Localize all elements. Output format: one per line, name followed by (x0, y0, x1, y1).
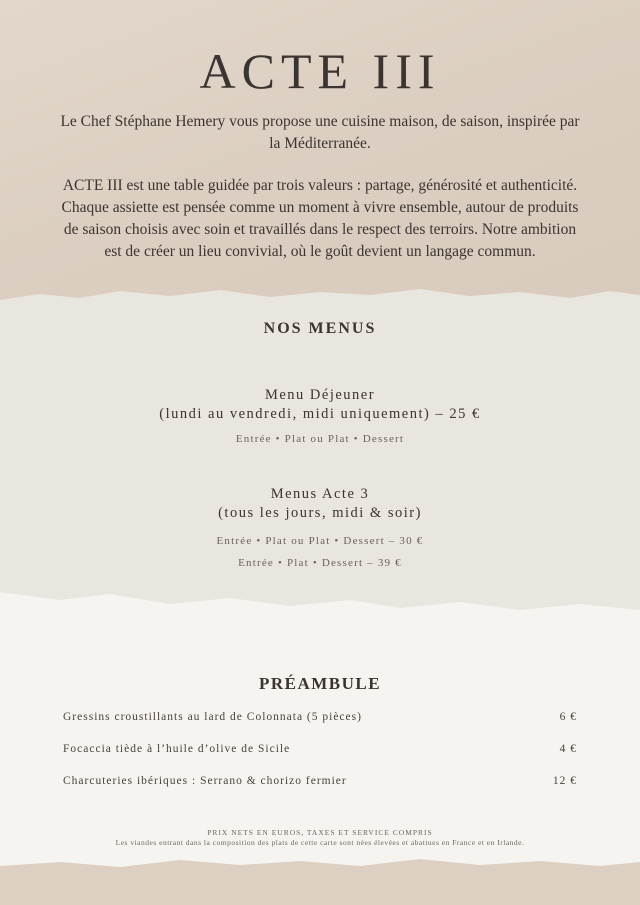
menu-acte3-detail-1: Entrée • Plat ou Plat • Dessert – 30 € (216, 535, 424, 547)
item-price: 12 € (552, 775, 577, 787)
menu-dejeuner-title: Menu Déjeuner (264, 387, 376, 403)
menu-acte3-schedule: (tous les jours, midi & soir) (218, 505, 422, 521)
intro-chef: Le Chef Stéphane Hemery vous propose une cuisine maison, de saison, inspirée par la Méditerranée. (60, 113, 580, 152)
menu-acte3-title: Menus Acte 3 (270, 486, 370, 502)
item-price: 4 € (559, 743, 577, 755)
preambule-heading: PRÉAMBULE (258, 674, 382, 693)
list-item (63, 743, 577, 761)
list-item (63, 711, 577, 729)
list-item (63, 775, 577, 793)
menu-dejeuner-detail: Entrée • Plat ou Plat • Dessert (235, 433, 405, 445)
menus-heading: NOS MENUS (263, 320, 377, 337)
item-name: Focaccia tiède à l’huile d’olive de Sicile (63, 743, 291, 755)
meat-origin-note: Les viandes entrant dans la composition des plats de cette carte sont nées élevées et abattues en France et en Irlande. (115, 838, 525, 847)
intro-values: ACTE III est une table guidée par trois valeurs : partage, générosité et authenticité. Chaque assiette est pensée comme un moment à vivre ensemble, autour de produits de saison choisis avec soin et travaillés dans le respect des terroirs. Notre ambition est de créer un lieu convivial, où le goût devient un langage commun. (61, 177, 579, 260)
item-name: Gressins croustillants au lard de Colonnata (5 pièces) (63, 711, 362, 723)
item-name: Charcuteries ibériques : Serrano & chorizo fermier (63, 775, 347, 787)
price-note: PRIX NETS EN EUROS, TAXES ET SERVICE COMPRIS (207, 828, 433, 837)
item-price: 6 € (559, 711, 577, 723)
page-title: ACTE III (199, 43, 441, 99)
menu-acte3-detail-2: Entrée • Plat • Dessert – 39 € (238, 557, 402, 569)
menu-dejeuner-schedule: (lundi au vendredi, midi uniquement) – 25 € (159, 406, 481, 422)
